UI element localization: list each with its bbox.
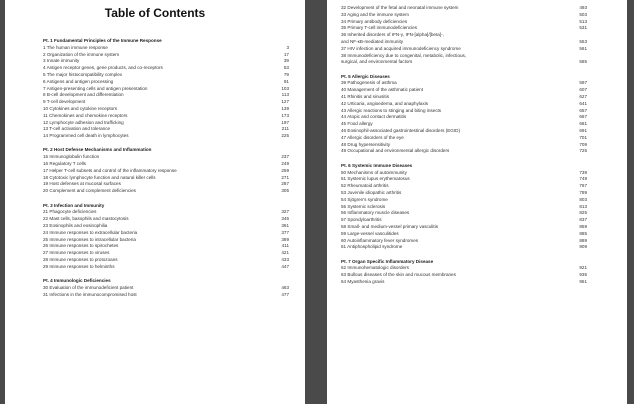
toc-entry[interactable] — [43, 230, 289, 237]
entry-title: 37 HIV infection and acquired immunodeficiency syndrome — [341, 45, 461, 51]
toc-entry[interactable] — [43, 264, 289, 271]
entry-title: 21 Phagocyte deficiencies — [43, 209, 97, 215]
entry-page-number: 463 — [281, 284, 289, 290]
toc-entry[interactable] — [341, 217, 587, 224]
toc-entry[interactable] — [341, 210, 587, 217]
entry-title: 46 Eosinophil-associated gastrointestinal disorders (EGID) — [341, 128, 460, 134]
entry-title: 7 Antigen-presenting cells and antigen presentation — [43, 85, 148, 91]
toc-entry[interactable] — [341, 135, 587, 142]
entry-title: surgical, and environmental factors — [341, 59, 413, 65]
entry-page-number: 513 — [579, 18, 587, 24]
toc-title: Table of Contents — [104, 6, 206, 20]
toc-entry[interactable] — [341, 142, 587, 149]
toc-entry[interactable] — [43, 79, 289, 86]
right-page — [327, 0, 627, 404]
entry-title: 23 Eosinophils and eosinophilia — [43, 222, 108, 228]
entry-page-number: 951 — [579, 278, 587, 284]
toc-entry[interactable] — [341, 39, 587, 46]
entry-page-number: 17 — [283, 51, 289, 57]
entry-page-number: 553 — [579, 38, 587, 44]
entry-page-number: 657 — [579, 107, 587, 113]
toc-entry[interactable] — [43, 52, 289, 59]
entry-page-number: 681 — [579, 121, 587, 127]
toc-entry[interactable] — [341, 183, 587, 190]
toc-entry[interactable] — [43, 209, 289, 216]
entry-title: 57 Spondyloarthritis — [341, 217, 382, 223]
entry-title: 38 Immunodeficiency due to congenital, metabolic, infectious, — [341, 52, 467, 58]
entry-title: 28 Immune responses to protozoans — [43, 256, 118, 262]
entry-page-number: 767 — [579, 183, 587, 189]
entry-title: 1 The human immune response — [43, 44, 108, 50]
toc-entry[interactable] — [43, 292, 289, 299]
entry-title: 44 Atopic and contact dermatitis — [341, 114, 407, 120]
toc-entry[interactable] — [43, 223, 289, 230]
toc-entry[interactable] — [341, 94, 587, 101]
entry-title: 24 Immune responses to extracellular bacteria — [43, 229, 138, 235]
entry-title: 40 Management of the asthmatic patient — [341, 87, 423, 93]
entry-page-number: 493 — [579, 5, 587, 10]
toc-entry[interactable] — [43, 168, 289, 175]
entry-title: 42 Urticaria, angioedema, and anaphylaxis — [341, 100, 429, 106]
entry-title: 29 Immune responses to helminths — [43, 263, 115, 269]
toc-entry[interactable] — [341, 121, 587, 128]
entry-page-number: 813 — [579, 203, 587, 209]
toc-entry[interactable] — [341, 128, 587, 135]
entry-page-number: 79 — [283, 71, 289, 77]
entry-page-number: 531 — [579, 25, 587, 31]
entry-title: 53 Juvenile idiopathic arthritis — [341, 189, 402, 195]
entry-title: and NF-κB-mediated immunity — [341, 38, 404, 44]
entry-title: 48 Drug hypersensitivity — [341, 141, 391, 147]
part-spacer — [43, 140, 289, 148]
entry-page-number: 825 — [579, 210, 587, 216]
entry-title: 54 Sjögren's syndrome — [341, 196, 388, 202]
entry-page-number: 421 — [281, 250, 289, 256]
entry-page-number: 709 — [579, 141, 587, 147]
part-heading: Pt. 3 Infection and Immunity — [43, 202, 105, 208]
toc-entry[interactable] — [341, 32, 587, 39]
toc-entry[interactable] — [341, 101, 587, 108]
entry-page-number: 837 — [579, 217, 587, 223]
toc-entry[interactable] — [341, 279, 587, 286]
toc-entry[interactable] — [43, 237, 289, 244]
entry-title: 45 Food allergy — [341, 121, 373, 127]
entry-title: 3 Innate immunity — [43, 58, 80, 64]
entry-title: 4 Antigen receptor genes, gene products, and co-receptors — [43, 65, 163, 71]
toc-entry[interactable] — [43, 154, 289, 161]
toc-entry[interactable] — [341, 176, 587, 183]
toc-entry[interactable] — [341, 46, 587, 53]
entry-page-number: 197 — [281, 119, 289, 125]
entry-title: 47 Allergic disorders of the eye — [341, 134, 404, 140]
entry-title: 2 Organization of the immune system — [43, 51, 120, 57]
entry-title: 13 T-cell activation and tolerance — [43, 126, 111, 132]
toc-entry[interactable] — [341, 87, 587, 94]
entry-page-number: 725 — [579, 148, 587, 154]
toc-entry[interactable] — [341, 190, 587, 197]
part-spacer — [341, 155, 587, 163]
entry-title: 63 Bullous diseases of the skin and mucous membranes — [341, 272, 456, 278]
entry-page-number: 113 — [281, 92, 289, 98]
entry-page-number: 91 — [283, 78, 289, 84]
entry-title: 41 Rhinitis and sinusitis — [341, 94, 390, 100]
entry-title: 8 B-cell development and differentiation — [43, 92, 124, 98]
entry-page-number: 237 — [281, 154, 289, 160]
entry-page-number: 477 — [281, 291, 289, 297]
entry-title: 26 Immune responses to spirochetes — [43, 243, 119, 249]
entry-title: 59 Large-vessel vasculitides — [341, 230, 399, 236]
entry-title: 6 Antigens and antigen processing — [43, 78, 114, 84]
entry-page-number: 607 — [579, 87, 587, 93]
entry-title: 43 Allergic reactions to stinging and biting insects — [341, 107, 442, 113]
toc-entry[interactable] — [43, 161, 289, 168]
entry-page-number: 103 — [281, 85, 289, 91]
entry-page-number: 585 — [579, 59, 587, 65]
entry-title: 34 Primary antibody deficiencies — [341, 18, 408, 24]
part-heading: Pt. 6 Systemic Immune Diseases — [341, 162, 413, 168]
toc-entry[interactable] — [43, 65, 289, 72]
toc-entry[interactable] — [341, 244, 587, 251]
entry-title: 25 Immune responses to intracellular bacteria — [43, 236, 136, 242]
toc-entry[interactable] — [341, 25, 587, 32]
part-spacer — [341, 251, 587, 259]
entry-page-number: 503 — [579, 11, 587, 17]
entry-title: 5 The major histocompatibility complex — [43, 71, 123, 77]
entry-page-number: 641 — [579, 100, 587, 106]
entry-title: 30 Evaluation of the immunodeficient patient — [43, 284, 134, 290]
entry-page-number: 377 — [281, 229, 289, 235]
entry-page-number: 139 — [281, 105, 289, 111]
toc-entry[interactable] — [341, 204, 587, 211]
entry-page-number: 411 — [281, 243, 289, 249]
entry-title: 22 Mast cells, basophils and mastocytosis — [43, 216, 129, 222]
toc-entry[interactable] — [341, 53, 587, 60]
entry-page-number: 271 — [281, 174, 289, 180]
entry-title: 27 Immune responses to viruses — [43, 250, 110, 256]
entry-title: 61 Antiphospholipid syndrome — [341, 244, 403, 250]
toc-entry[interactable] — [43, 285, 289, 292]
entry-title: 15 Immunoglobulin function — [43, 154, 100, 160]
toc-entry[interactable] — [341, 12, 587, 19]
part-heading: Pt. 2 Host Defense Mechanisms and Inflammation — [43, 147, 152, 153]
entry-page-number: 889 — [579, 237, 587, 243]
entry-title: 18 Cytotoxic lymphocyte function and natural killer cells — [43, 174, 156, 180]
entry-page-number: 53 — [283, 65, 289, 71]
entry-page-number: 305 — [281, 188, 289, 194]
toc-entry[interactable] — [341, 265, 587, 272]
toc-entry[interactable] — [43, 92, 289, 99]
entry-title: 9 T-cell development — [43, 99, 86, 105]
entry-title: 58 Small- and medium-vessel primary vasculitis — [341, 223, 439, 229]
entry-title: 35 Primary T-cell immunodeficiencies — [341, 25, 417, 31]
toc-entry[interactable] — [43, 45, 289, 52]
entry-title: 16 Regulatory T cells — [43, 161, 86, 167]
toc-entry[interactable] — [43, 250, 289, 257]
part-heading: Pt. 7 Organ Specific Inflammatory Disease — [341, 258, 434, 264]
entry-title: 17 Helper T-cell subsets and control of the inflammatory response — [43, 167, 177, 173]
entry-page-number: 173 — [281, 112, 289, 118]
entry-title: 56 Inflammatory muscle diseases — [341, 210, 410, 216]
entry-page-number: 3 — [286, 44, 289, 50]
entry-page-number: 287 — [281, 181, 289, 187]
entry-page-number: 211 — [281, 126, 289, 132]
part-spacer — [43, 195, 289, 203]
entry-title: 10 Cytokines and cytokine receptors — [43, 105, 118, 111]
part-spacer — [43, 271, 289, 279]
entry-title: 64 Myasthenia gravis — [341, 278, 385, 284]
entry-title: 39 Pathogenesis of asthma — [341, 80, 397, 86]
entry-page-number: 909 — [579, 244, 587, 250]
entry-page-number: 749 — [579, 176, 587, 182]
entry-page-number: 447 — [281, 263, 289, 269]
toc-entry[interactable] — [341, 231, 587, 238]
toc-entry[interactable] — [43, 133, 289, 140]
toc-entry[interactable] — [43, 257, 289, 264]
toc-entry[interactable] — [43, 106, 289, 113]
entry-title: 19 Host defenses at mucosal surfaces — [43, 181, 121, 187]
toc-entry[interactable] — [43, 113, 289, 120]
entry-page-number: 249 — [281, 161, 289, 167]
entry-title: 33 Aging and the immune system — [341, 11, 409, 17]
toc-entry[interactable] — [43, 120, 289, 127]
toc-entry[interactable] — [341, 272, 587, 279]
entry-page-number: 225 — [281, 133, 289, 139]
entry-title: 11 Chemokines and chemokine receptors — [43, 112, 128, 118]
entry-page-number: 701 — [579, 134, 587, 140]
entry-title: 62 Immunohematologic disorders — [341, 265, 409, 271]
toc-entry[interactable] — [341, 148, 587, 155]
entry-page-number: 433 — [281, 256, 289, 262]
toc-entry[interactable] — [341, 224, 587, 231]
entry-title: 32 Development of the fetal and neonatal immune system — [341, 5, 459, 10]
toc-entry[interactable] — [341, 80, 587, 87]
toc-entry[interactable] — [43, 126, 289, 133]
entry-title: 60 Autoinflammatory fever syndromes — [341, 237, 419, 243]
toc-entry[interactable] — [341, 59, 587, 66]
toc-entry[interactable] — [341, 19, 587, 26]
entry-page-number — [565, 32, 587, 39]
toc-entry[interactable] — [341, 170, 587, 177]
entry-page-number: 789 — [579, 189, 587, 195]
entry-page-number — [565, 53, 587, 60]
entry-title: 36 Inherited disorders of IFN-γ, IFN-[alpha]/[beta]-, — [341, 32, 444, 38]
entry-title: 31 Infections in the immunocompromised host — [43, 291, 137, 297]
entry-page-number: 739 — [579, 169, 587, 175]
entry-page-number: 597 — [579, 80, 587, 86]
right-column — [341, 5, 587, 286]
toc-entry[interactable] — [43, 99, 289, 106]
entry-page-number: 389 — [281, 236, 289, 242]
entry-title: 51 Systemic lupus erythematosus — [341, 176, 410, 182]
entry-title: 20 Complement and complement deficiencies — [43, 188, 136, 194]
entry-page-number: 259 — [281, 167, 289, 173]
entry-page-number: 667 — [579, 114, 587, 120]
entry-page-number: 803 — [579, 196, 587, 202]
entry-page-number: 561 — [579, 45, 587, 51]
part-heading: Pt. 1 Fundamental Principles of the Immune Response — [43, 38, 162, 43]
entry-page-number: 327 — [281, 209, 289, 215]
entry-page-number: 691 — [579, 128, 587, 134]
entry-page-number: 627 — [579, 94, 587, 100]
entry-page-number: 345 — [281, 216, 289, 222]
entry-page-number: 935 — [579, 272, 587, 278]
toc-entry[interactable] — [43, 243, 289, 250]
toc-entry[interactable] — [341, 197, 587, 204]
toc-entry[interactable] — [341, 114, 587, 121]
entry-title: 50 Mechanisms of autoimmunity — [341, 169, 407, 175]
toc-entry[interactable] — [43, 216, 289, 223]
part-spacer — [341, 66, 587, 74]
entry-title: 49 Occupational and environmental allergic disorders — [341, 148, 450, 154]
toc-entry[interactable] — [43, 72, 289, 79]
toc-entry[interactable] — [341, 108, 587, 115]
entry-page-number: 885 — [579, 230, 587, 236]
left-page — [5, 0, 305, 404]
toc-entry[interactable] — [43, 188, 289, 195]
entry-title: 12 Lymphocyte adhesion and trafficking — [43, 119, 124, 125]
entry-title: 55 Systemic sclerosis — [341, 203, 386, 209]
entry-title: 14 Programmed cell death in lymphocytes — [43, 133, 129, 139]
entry-page-number: 921 — [579, 265, 587, 271]
entry-title: 52 Rheumatoid arthritis — [341, 183, 389, 189]
entry-page-number: 127 — [281, 99, 289, 105]
part-heading: Pt. 5 Allergic Diseases — [341, 73, 390, 79]
toc-entry[interactable] — [341, 5, 587, 12]
left-column — [43, 38, 289, 298]
toc-entry[interactable] — [43, 86, 289, 93]
entry-page-number: 39 — [283, 58, 289, 64]
toc-entry[interactable] — [43, 181, 289, 188]
entry-page-number: 859 — [579, 223, 587, 229]
part-heading: Pt. 4 Immunologic Deficiencies — [43, 278, 111, 283]
toc-entry[interactable] — [43, 58, 289, 65]
toc-entry[interactable] — [341, 238, 587, 245]
entry-page-number: 361 — [281, 222, 289, 228]
toc-entry[interactable] — [43, 175, 289, 182]
